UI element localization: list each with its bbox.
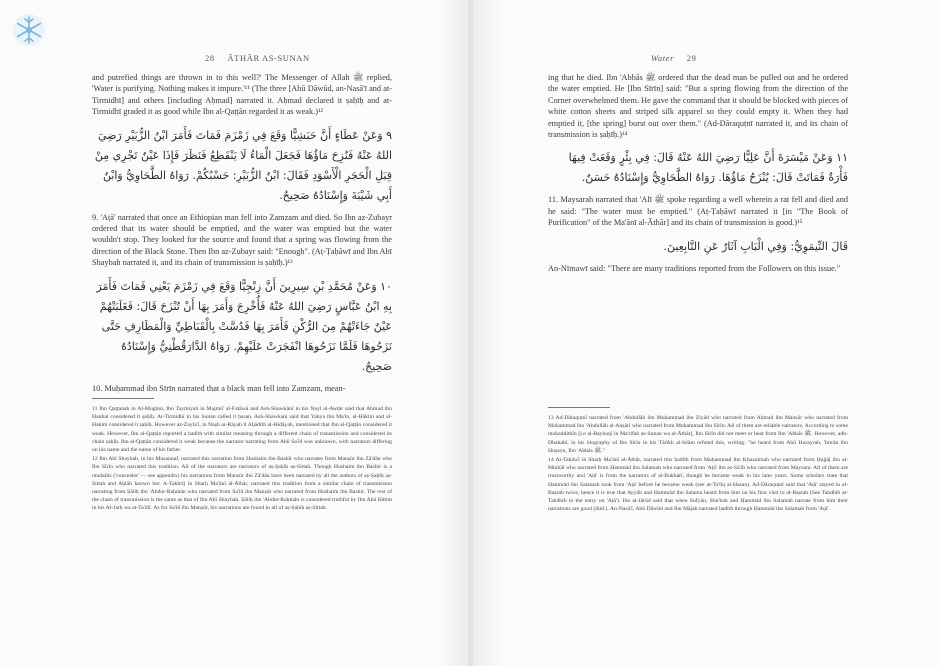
gutter-shadow xyxy=(473,0,503,666)
footnote-rule xyxy=(548,407,610,408)
footnote-12: 12 Ibn Abī Shaybah, in his Muṣannaf, narrated this narration from Hushaim ibn Bashīr who narrates from Manṣūr ibn Zā'dān who Ibn Sīrīn who narrated this tradition. All of the narrators are narrators of aṣ-Ṣaḥīḥ aṣ-Sittah. Though Hushaim ibn Bashir is a mudallis ('concealer' — see appendix) his narrations from Manṣūr ibn Zā'dān have been narrated by all the authors of aṣ-Ṣaḥīḥ aṣ-Sittah and Aḥlāh known her. A-Takhrīj in Sharḥ Ma'ānī al-Āthār, narrated this tradition from a similar chain of transmission narrating from Ṣāliḥ ibn 'Abdur-Raḥmān who narrated from Sa'īd ibn Manṣūr who narrated from Hushaim ibn Bashir. The rest of the chain of transmission is the same as that of Ibn Abī Shaybah. Ṣāliḥ ibn 'Abdur-Raḥmān is considered truthful by Ibn Abū Ḥātim in his Al-Jarḥ wa at-Ta'dīl. As for Sa'īd ibn Manṣūr, his narrations are found in all of aṣ-Ṣaḥīḥ aṣ-Sittah. xyxy=(92,456,392,512)
left-paragraph-10: 10. Muḥammad ibn Sīrīn narrated that a black man fell into Zamzam, mean- xyxy=(92,383,346,393)
footnote-11: 11 Ibn Qaṭṭanah in Al-Mughni, Ibn Taymiyah in Majmū' al-Fatāwā and Ash-Shawkānī in his Nayl al-Awṭār said that Ahmad ibn Hanbal considered it ṣaḥīḥ. At-Tirmidhī in his Sunan called it ḥasan. Ash-Shawkani said that Yahya ibn Ma'in, al-Ḥākim and al-Hakim considered it ṣaḥīḥ. However az-Zayla'ī, in Naṣb ar-Rāyah li Aḥādīth al-Hidāyah, mentioned that Ibn al-Qaṭṭān considered it weak. However, Ibn al-Qaṭṭān reported a ḥadīth with similar meaning through a different chain of transmission and considered its chain ṣaḥīḥ. Ibn al-Qaṭṭān considered it weak because the narrator narrating from Abū Sa'īd was unknown, with narrators differing on his name and the name of his father. xyxy=(92,406,392,454)
gutter-shadow xyxy=(438,0,468,666)
left-arabic-hadith-10: ١٠ وَعَنْ مُحَمَّدِ بْنِ سِيرِينَ أَنَّ زِنْجِيًّا وَقَعَ فِي زَمْزَمَ يَعْنِي فَمَاتَ فَأَمَرَ بِهِ ابْنُ عَبَّاسٍ رَضِيَ اللهُ عَنْهُ فَأُخْرِجَ وَأَمَرَ بِهَا أَنْ تُنْزَحَ قَالَ: فَغَلَبَتْهُمْ عَيْنٌ جَاءَتْهُمْ مِنَ الرُّكْنِ فَأَمَرَ بِهَا فَدُسَّتْ بِالْقَبَاطِيِّ وَالْمَطَارِفِ حَتَّى نَزَحُوهَا فَلَمَّا نَزَحُوهَا انْفَجَرَتْ عَلَيْهِمْ. رَوَاهُ الدَّارَقُطْنِيُّ وَإِسْنَادُهُ صَحِيحٌ. xyxy=(96,279,392,373)
right-column xyxy=(548,72,848,274)
left-arabic-hadith-9: ٩ وَعَنْ عَطَاءٍ أَنَّ حَبَشِيًّا وَقَعَ فِي زَمْزَمَ فَمَاتَ فَأَمَرَ ابْنُ الزُّبَيْرِ رَضِيَ اللهُ عَنْهُ فَنُزِحَ مَاؤُهَا فَجَعَلَ الْمَاءُ لَا يَنْقَطِعُ فَنَظَرَ فَإِذَا عَيْنٌ تَجْرِي مِنْ قِبَلِ الْحَجَرِ الْأَسْوَدِ فَقَالَ: ابْنُ الزُّبَيْرِ: حَسْبُكُمْ. رَوَاهُ الطَّحَاوِيُّ وَابْنُ أَبِي شَيْبَةَ وَإِسْنَادُهُ صَحِيحٌ. xyxy=(94,128,392,202)
right-paragraph-11: 11. Maysarah narrated that 'Alī ﷺ spoke regarding a well wherein a rat fell and died and he said: "The water must be emptied." (Aṭ-Ṭaḥāwī narrated it [in "The Book of Purification" of the Ma'ānī al-Āthār] and its chain of transmission is good.)¹⁵ xyxy=(548,195,848,228)
left-paragraph-9: 9. 'Aṭā' narrated that once an Ethiopian man fell into Zamzam and died. So Ibn az-Zubayr ordered that its water should be emptied, and the water was emptied but the water wouldn't stop. They looked for the source and found that a spring was flowing from the direction of the Black Stone. Then Ibn az-Zubayr said: "Enough". (Aṭ-Ṭaḥāwī and Ibn Abī Shaybah narrated it, and its chain of transmission is ṣaḥīḥ.)¹³ xyxy=(92,212,392,268)
left-footnotes xyxy=(92,398,392,514)
snowflake-logo-icon xyxy=(12,13,46,47)
right-arabic-nimawi: قَالَ النِّيمَوِيُّ: وَفِي الْبَابِ آثَارٌ عَنِ التَّابِعِينَ. xyxy=(663,239,848,253)
left-running-head xyxy=(205,53,310,63)
left-running-title: ĀTHĀR AS-SUNAN xyxy=(227,53,310,63)
right-page-number: 29 xyxy=(686,53,697,63)
right-paragraph-1: ing that he died. Ibn 'Abbās ﷺ ordered that the dead man be pulled out and he ordered the water emptied. He [Ibn Sīrīn] said: "But a spring flowing from the direction of the Corner overwhelmed them. He gave the command that it should be blocked with pieces of white cotton sheets and striped silk apparel so they could empty it. When they had emptied it, [the spring] burst out over them." (Ad-Dāraquṭnī narrated it, and its chain of transmission is ṣaḥīḥ.)¹⁴ xyxy=(548,73,849,140)
left-page-number: 28 xyxy=(205,53,215,63)
left-paragraph-1: and putrefied things are thrown in to this well?' The Messenger of Allah ﷺ replied, 'Water is purifying. Nothing makes it impure.'¹¹ (The three [Abū Dāwūd, an-Nasā'ī and at-Tirmidhī] and others [including Aḥmad] narrated it. Aḥmad declared it ṣaḥīḥ and at-Tirmidhī graded it as good while Ibn al-Qaṭṭān regarded it as weak.)¹² xyxy=(92,73,392,117)
right-running-title: Water xyxy=(651,53,674,63)
right-footnotes xyxy=(548,407,848,514)
footnote-13: 13 Ad-Dāraquṭnī narrated from 'Abdullāh ibn Muḥammad ibn Ziyād who narrated from Aḥmad ibn Manṣūr who narrated from Muḥammad ibn 'Abdullāh al-Anṣārī who narrated from Muḥammad ibn Sīrīn. All of them are reliable narrators. According to some muḥaddithīn [i.e al-Bayhaqī in Ma'rifah as-Sunan wa al-Āthār], Ibn Sīrīn did not meet or hear from Ibn 'Abbās ﷺ. However, adh-Dhahabī, in his biography of Ibn Sīrīn in his Tārīkh al-Islām refuted this, writing: "he heard from Abū Hurayrah, 'Imrān ibn Ḥuṣayn, Ibn 'Abbās ﷺ." xyxy=(548,415,848,454)
right-running-head xyxy=(651,53,696,63)
footnote-rule xyxy=(92,398,154,399)
right-paragraph-nimawi: An-Nīmawī said: "There are many traditions reported from the Followers on this issue." xyxy=(548,263,841,273)
right-arabic-hadith-11: ١١ وَعَنْ مَيْسَرَةَ أَنَّ عَلِيًّا رَضِيَ اللهُ عَنْهُ قَالَ: فِي بِئْرٍ وَقَعَتْ فِيهَا فَأْرَةٌ فَمَاتَتْ قَالَ: يُنْزَحُ مَاؤُهَا. رَوَاهُ الطَّحَاوِيُّ وَإِسْنَادُهُ حَسَنٌ. xyxy=(568,151,848,185)
left-column xyxy=(92,72,392,394)
footnote-14: 14 At-Taḥāwī in Sharḥ Ma'ānī al-Āthār, narrated this ḥadīth from Muḥammad ibn Khuzaimah who narrated from Ḥajjāj ibn al-Minhāl who narrated from Ḥammād ibn Salamah who narrated from 'Aṭā' ibn as-Sā'ib who narrated from Maysara. All of them are trustworthy and 'Aṭā' is from the narrators of al-Bukhārī, though he became weak in his later years. Some scholars state that Ḥammād ibn Salamah took from 'Aṭā' before he became weak (see at-Ta'līq al-Ḥasan). Ad-Dāraquṭnī said that 'Aṭā' stayed in al-Baṣrah twice, hence it is true that Ayyūb and Ḥammād ibn Salama heard from him on his first visit to al-Baṣrah (See Tahdhīb at-Tahdhīb in the entry on 'Aṭā'). Ibn al-Jārūd said that when Sufyān, Shu'bah and Ḥammād ibn Salamah narrate from him their narrations are good (ibid.). An-Nasā'ī, Abū Dāwūd and Ibn Mājah narrated ḥadīth through Ḥammād ibn Salamah from 'Aṭā'. xyxy=(548,457,848,513)
